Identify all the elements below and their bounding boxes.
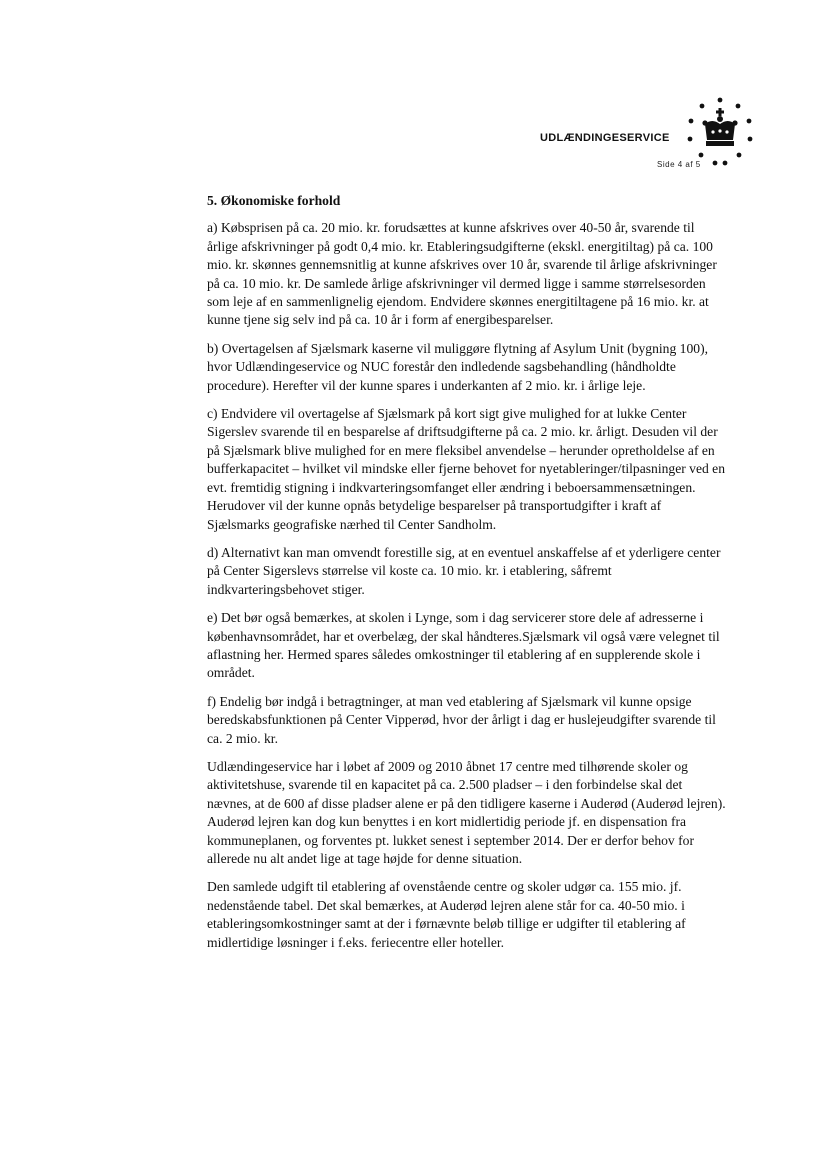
paragraph-f: f) Endelig bør indgå i betragtninger, at man ved etablering af Sjælsmark vil kunne opsige beredskabsfunktionen på Center Vipperød, hvor der årligt i dag er huslejeudgifter svarende til ca. 2 mio. kr.	[207, 693, 716, 746]
agency-name: UDLÆNDINGESERVICE	[540, 132, 670, 144]
document-body	[207, 192, 727, 962]
royal-crown-logo-icon	[680, 94, 760, 174]
paragraph-a: a) Købsprisen på ca. 20 mio. kr. forudsættes at kunne afskrives over 40-50 år, svarende til årlige afskrivninger på godt 0,4 mio. kr. Etableringsudgifterne (ekskl. energitiltag) på ca. 100 mio. kr. skønnes gennemsnitlig at kunne afskrives over 10 år, svarende til årlige afskrivninger på ca. 10 mio. kr. De samlede årlige afskrivninger vil dermed ligge i samme størrelsesorden som leje af en sammenlignelig ejendom. Endvidere skønnes energitiltagene på 16 mio. kr. at kunne tjene sig selv ind på ca. 10 år i form af energibesparelser.	[207, 220, 717, 328]
section-heading: 5. Økonomiske forhold	[207, 193, 341, 208]
paragraph-centres: Udlændingeservice har i løbet af 2009 og 2010 åbnet 17 centre med tilhørende skoler og aktivitetshuse, svarende til en kapacitet på ca. 2.500 pladser – i den forbindelse skal det nævnes, at de 600 af disse pladser alene er på den tidligere kaserne i Auderød (Auderød lejren). Auderød lejren kan dog kun benyttes i en kort midlertidig periode jf. en dispensation fra kommuneplanen, og forventes pt. lukket senest i september 2014. Der er derfor behov for allerede nu alt andet lige at tage højde for denne situation.	[207, 758, 726, 866]
paragraph-e: e) Det bør også bemærkes, at skolen i Lynge, som i dag servicerer store dele af adresserne i københavnsområdet, har et overbelæg, der skal håndteres.Sjælsmark vil også være velegnet til aflastning her. Hermed spares således omkostninger til etablering af en supplerende skole i området.	[207, 610, 720, 681]
paragraph-b: b) Overtagelsen af Sjælsmark kaserne vil muliggøre flytning af Asylum Unit (bygning 100), hvor Udlændingeservice og NUC forestår den indledende sagsbehandling (håndholdte procedure). Herefter vil der kunne spares i underkanten af 2 mio. kr. i årlige leje.	[207, 340, 708, 393]
paragraph-d: d) Alternativt kan man omvendt forestille sig, at en eventuel anskaffelse af et yderligere center på Center Sigerslevs størrelse vil koste ca. 10 mio. kr. i etablering, såfremt indkvarteringsbehovet stiger.	[207, 544, 721, 597]
page-number: Side 4 af 5	[657, 160, 701, 169]
paragraph-c: c) Endvidere vil overtagelse af Sjælsmark på kort sigt give mulighed for at lukke Center Sigerslev svarende til en besparelse af driftsudgifterne på ca. 2 mio. kr. årligt. Desuden vil der på Sjælsmark blive mulighed for en mere fleksibel anvendelse – herunder opretholdelse af en bufferkapacitet – hvilket vil mindske eller fjerne behovet for nyetableringer/tilpasninger ved en evt. fremtidig stigning i indkvarteringsomfanget eller ændring i beboersammensætningen. Herudover vil der kunne opnås betydelige besparelser på transportudgifter i kraft af Sjælsmarks geografiske nærhed til Center Sandholm.	[207, 406, 726, 532]
page-header	[520, 94, 760, 174]
paragraph-total-cost: Den samlede udgift til etablering af ovenstående centre og skoler udgør ca. 155 mio. jf. nedenstående tabel. Det skal bemærkes, at Auderød lejren alene står for ca. 40-50 mio. i etableringsomkostninger samt at der i førnævnte beløb tillige er udgifter til etablering af midlertidige løsninger i f.eks. feriecentre eller hoteller.	[207, 879, 686, 950]
